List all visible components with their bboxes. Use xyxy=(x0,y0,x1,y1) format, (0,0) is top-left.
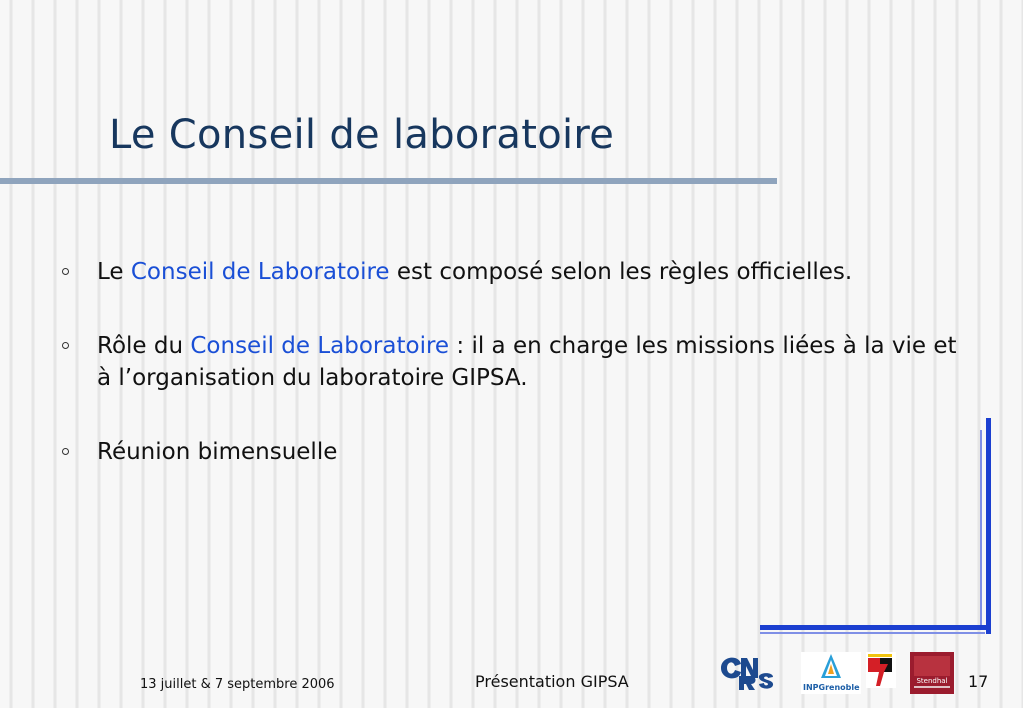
bullet-marker-icon xyxy=(62,342,69,349)
inp-grenoble-logo-icon xyxy=(801,652,861,694)
corner-frame-vertical-inner xyxy=(980,430,982,626)
bullet-marker-icon xyxy=(62,268,69,275)
bullet-text-pre: Le xyxy=(97,259,131,285)
corner-frame-horizontal xyxy=(760,625,991,630)
corner-frame-vertical xyxy=(986,418,991,634)
bullet-text-pre: Rôle du xyxy=(97,333,191,359)
footer-title: Présentation GIPSA xyxy=(475,672,629,691)
bullet-marker-icon xyxy=(62,448,69,455)
inpg-logo-text: INPGrenoble xyxy=(803,683,860,692)
bullet-item xyxy=(62,436,962,468)
stendhal-logo-text: Stendhal xyxy=(916,677,948,685)
bullet-text-post: est composé selon les règles officielles. xyxy=(389,259,853,285)
bullet-list xyxy=(62,256,962,468)
stendhal-logo-icon xyxy=(910,652,954,694)
page-number: 17 xyxy=(968,672,989,691)
corner-frame-horizontal-inner xyxy=(760,632,985,634)
bullet-item xyxy=(62,330,962,394)
bullet-text-highlight: Conseil de Laboratoire xyxy=(130,259,390,285)
bullet-text-post: : il a en charge les missions liées à la vie et à l’organisation du laboratoire GIPSA. xyxy=(97,333,957,391)
bullet-item xyxy=(62,256,962,288)
footer-date: 13 juillet & 7 septembre 2006 xyxy=(140,677,335,692)
bullet-text-pre: Réunion bimensuelle xyxy=(97,439,338,465)
ujf-logo-icon xyxy=(866,652,896,688)
slide-title: Le Conseil de laboratoire xyxy=(109,112,615,158)
cnrs-logo-icon xyxy=(717,650,777,694)
bullet-text-highlight: Conseil de Laboratoire xyxy=(190,333,450,359)
title-underline xyxy=(0,178,777,184)
